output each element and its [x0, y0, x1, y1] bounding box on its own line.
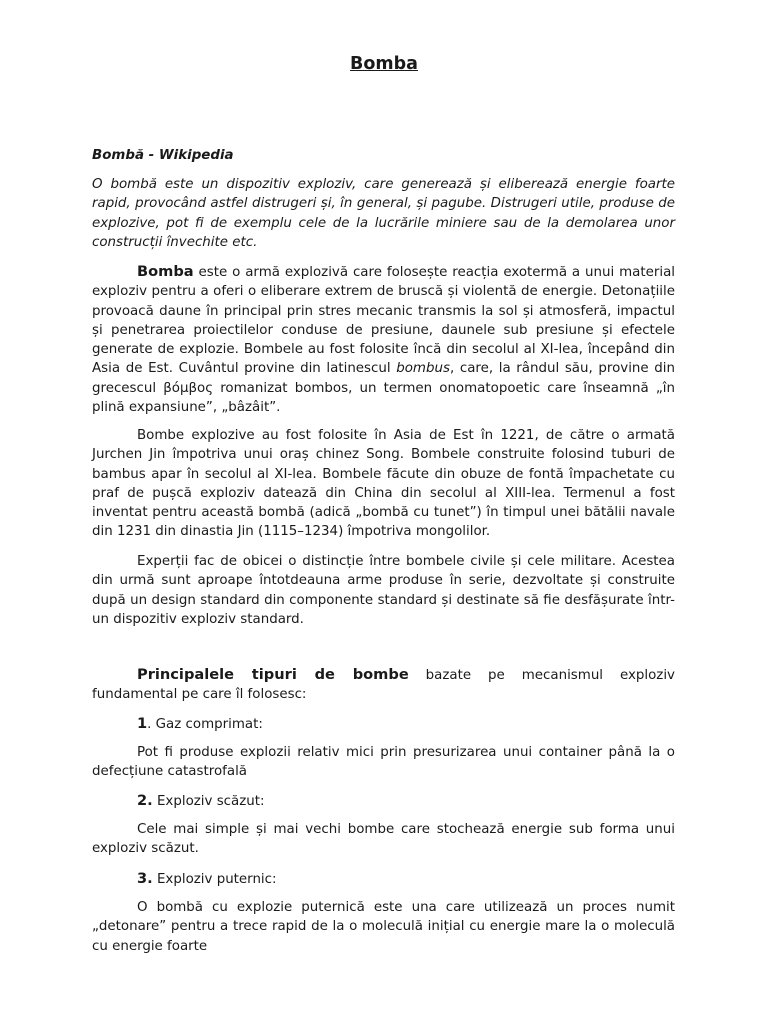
type-item-1-heading: 1. Gaz comprimat:: [137, 715, 263, 732]
intro-heading: Bombă - Wikipedia: [92, 148, 234, 163]
type-item-1-number: 1: [137, 715, 148, 732]
type-item-1-description: Pot fi produse explozii relativ mici prin presurizarea unui container până la o defecțiune catastrofală: [92, 745, 675, 780]
paragraph-distinction: Experții fac de obicei o distincție între bombele civile și cele militare. Acestea din urmă sunt aproape întotdeauna arme produse în serie, dezvoltate și construite după un design standard din componente standard și destinate să fie desfășurate într-un dispozitiv exploziv standard.: [92, 554, 675, 627]
term-bomba: Bomba: [137, 263, 194, 280]
type-item-2-number: 2.: [137, 792, 153, 809]
paragraph-types-intro: [92, 665, 675, 705]
term-types: Principalele tipuri de bombe: [137, 666, 409, 683]
definition-text-a: este o armă explozivă care folosește reacția exotermă a unui material exploziv pentru a oferi o eliberare extrem de bruscă și violentă de energie. Detonațiile provoacă daune în principal prin stres mecanic transmis la sol și atmosferă, impactul și penetrarea proiectilelor conduse de presiune, daunele sub presiune și efectele generate de explozie. Bombele au fost folosite încă din secolul al XI-lea, începând din Asia de Est. Cuvântul provine din latinescul: [92, 265, 675, 377]
type-item-3-heading: [92, 869, 675, 889]
types-intro-text: bazate pe mecanismul exploziv fundamental pe care îl folosesc:: [92, 668, 675, 703]
type-item-3-number: 3.: [137, 870, 153, 887]
page-title: Bomba: [350, 54, 418, 74]
intro-paragraph: O bombă este un dispozitiv exploziv, care generează și eliberează energie foarte rapid, provocând astfel distrugeri și, în general, și pagube. Distrugeri utile, produse de explozive, pot fi de exemplu cele de la lucrările miniere sau de la demolarea unor construcții învechite etc.: [92, 177, 675, 250]
type-item-2-description: Cele mai simple și mai vechi bombe care stochează energie sub forma unui exploziv scăzut.: [92, 822, 675, 857]
type-item-3-description: O bombă cu explozie puternică este una care utilizează un proces numit „detonare” pentru a trece rapid de la o moleculă inițial cu energie mare la o moleculă cu energie foarte: [92, 900, 675, 954]
type-item-1-label: Gaz comprimat:: [155, 717, 263, 732]
definition-text-b: , care, la rândul său, provine din grecescul βόμβος romanizat bombos, un termen onomatopoetic care înseamnă „în plină expansiune”, „bâzâit”.: [92, 361, 675, 416]
paragraph-definition: [92, 262, 675, 417]
type-item-2-heading: [92, 791, 675, 811]
type-item-3-label: Exploziv puternic:: [156, 872, 277, 887]
type-item-2-label: Exploziv scăzut:: [156, 794, 265, 809]
paragraph-history: Bombe explozive au fost folosite în Asia de Est în 1221, de către o armată Jurchen Jin împotriva unui oraș chinez Song. Bombele construite folosind tuburi de bambus apar în secolul al XI-lea. Bombele făcute din obuze de fontă împachetate cu praf de pușcă exploziv datează din China din secolul al XIII-lea. Termenul a fost inventat pentru această bombă (adică „bombă cu tunet”) în timpul unei bătălii navale din 1231 din dinastia Jin (1115–1234) împotriva mongolilor.: [92, 428, 675, 540]
latin-word: bombus: [396, 361, 450, 377]
